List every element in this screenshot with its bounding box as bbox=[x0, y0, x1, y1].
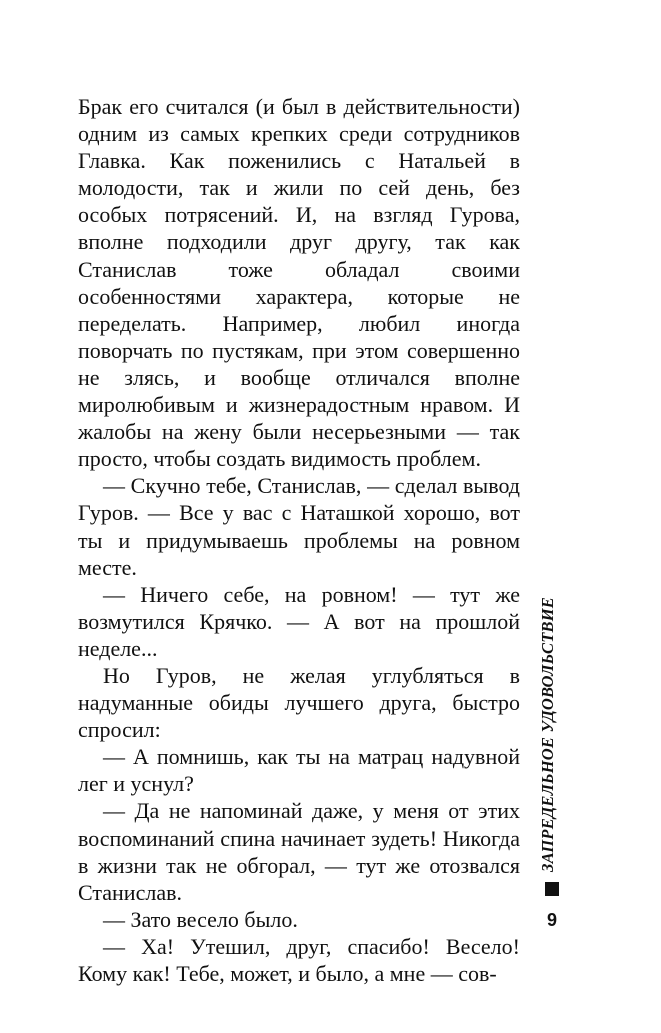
paragraph-3: — Ничего себе, на ровном! — тут же возмутился Крячко. — А вот на прошлой неделе... bbox=[78, 581, 520, 661]
square-marker-icon bbox=[545, 882, 559, 896]
paragraph-2: — Скучно тебе, Станислав, — сделал вывод Гуров. — Все у вас с Наташкой хорошо, вот ты и придумываешь проблемы на ровном месте. bbox=[78, 473, 520, 580]
page-number: 9 bbox=[546, 910, 557, 930]
paragraph-5: — А помнишь, как ты на матрац надувной лег и уснул? bbox=[78, 744, 520, 797]
body-text bbox=[78, 93, 520, 987]
paragraph-4: Но Гуров, не желая углубляться в надуманные обиды лучшего друга, быстро спросил: bbox=[78, 662, 520, 743]
paragraph-7: — Зато весело было. bbox=[103, 906, 298, 932]
paragraph-1: Брак его считался (и был в действительности) одним из самых крепких среди сотрудников Главка. Как поженились с Натальей в молодости, так и жили по сей день, без особых потрясений. И, на взгляд Гурова, вполне подходили друг другу, так как Станислав тоже обладал своими особенностями характера, которые не переделать. Например, любил иногда поворчать по пустякам, при этом совершенно не злясь, и вообще отличался вполне миролюбивым и жизнерадостным нравом. И жалобы на жену были несерьезными — так просто, чтобы создать видимость проблем. bbox=[78, 94, 520, 472]
paragraph-6: — Да не напоминай даже, у меня от этих воспоминаний спина начинает зудеть! Никогда в жизни так не обгорал, — тут же отозвался Станислав. bbox=[78, 798, 520, 905]
paragraph-8: — Ха! Утешил, друг, спасибо! Весело! Кому как! Тебе, может, и было, а мне — сов- bbox=[78, 933, 520, 986]
running-title: ЗАПРЕДЕЛЬНОЕ УДОВОЛЬСТВИЕ bbox=[538, 597, 557, 872]
